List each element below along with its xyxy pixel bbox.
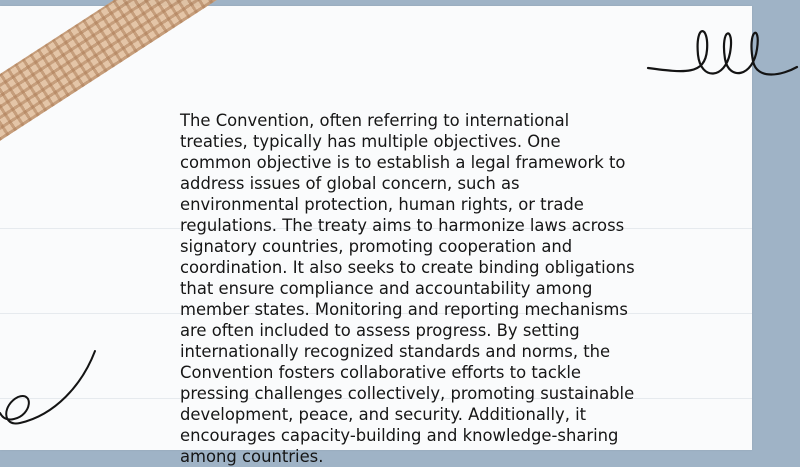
swirl-scribble-icon <box>0 345 105 430</box>
note-paper <box>0 6 752 466</box>
loop-scribble-icon <box>645 15 800 85</box>
body-paragraph: The Convention, often referring to international treaties, typically has multiple objectives. One common objective is to establish a legal framework to address issues of global concern, such as environmental protection, human rights, or trade regulations. The treaty aims to harmonize laws across signatory countries, promoting cooperation and coordination. It also seeks to create binding obligations that ensure compliance and accountability among member states. Monitoring and reporting mechanisms are often included to assess progress. By setting internationally recognized standards and norms, the Convention fosters collaborative efforts to tackle pressing challenges collectively, promoting sustainable development, peace, and security. Additionally, it encourages capacity-building and knowledge-sharing among countries. <box>180 111 635 466</box>
